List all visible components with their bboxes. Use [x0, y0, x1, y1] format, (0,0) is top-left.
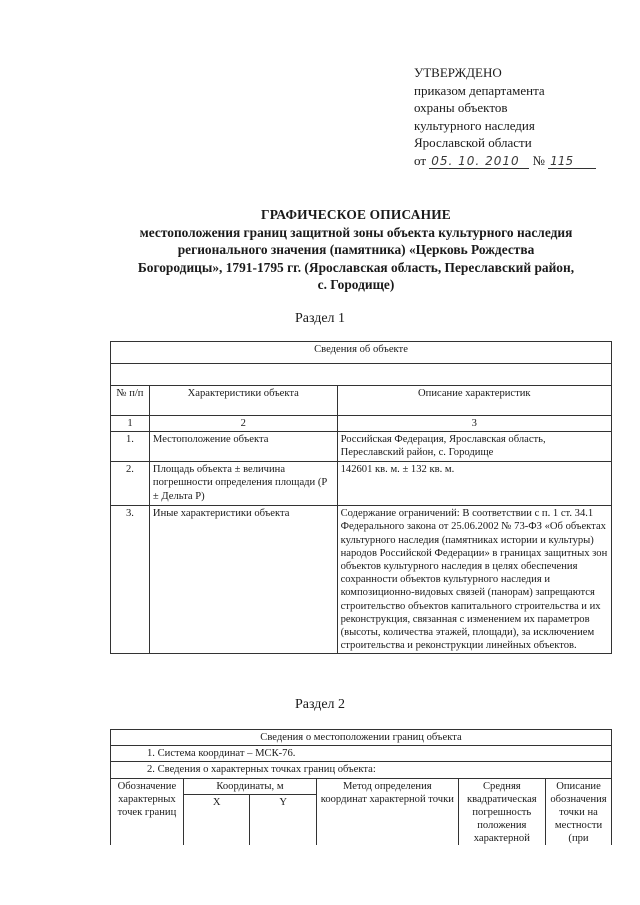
header-description: Описание характеристик: [337, 386, 611, 416]
header-designation: Обозначение характерных точек границ: [111, 778, 184, 845]
row-description: Российская Федерация, Ярославская область, Переславский район, с. Городище: [337, 432, 611, 462]
title-line: Богородицы», 1791-1795 гг. (Ярославская область, Переславский район,: [137, 259, 575, 275]
section-1-label: Раздел 1: [294, 311, 346, 326]
table-title: Сведения об объекте: [111, 342, 612, 364]
row-num: 1.: [111, 432, 150, 462]
row-characteristic: Иные характеристики объекта: [149, 506, 337, 654]
header-method: Метод определения координат характерной точки: [317, 778, 459, 845]
coordinate-system: 1. Система координат – МСК-76.: [111, 746, 612, 762]
title-line: с. Городище): [317, 277, 395, 293]
approval-heading: УТВЕРЖДЕНО: [414, 65, 502, 80]
title-line: регионального значения (памятника) «Церковь Рождества: [177, 242, 535, 258]
header-rms-error: Средняя квадратическая погрешность положения характерной: [458, 778, 545, 845]
row-num: 2.: [111, 462, 150, 506]
row-characteristic: Площадь объекта ± величина погрешности определения площади (Р ± Дельта Р): [149, 462, 337, 506]
row-characteristic: Местоположение объекта: [149, 432, 337, 462]
table-title: Сведения о местоположении границ объекта: [111, 730, 612, 746]
column-number: 3: [337, 416, 611, 432]
header-characteristics: Характеристики объекта: [149, 386, 337, 416]
approval-line: Ярославской области: [414, 135, 532, 150]
handwritten-date: 05. 10. 2010: [429, 155, 529, 169]
header-num: № п/п: [111, 386, 150, 416]
boundary-info-table: [110, 729, 612, 845]
header-y: Y: [250, 794, 317, 845]
points-info-label: 2. Сведения о характерных точках границ объекта:: [111, 762, 612, 778]
approval-line: культурного наследия: [414, 117, 535, 133]
row-num: 3.: [111, 506, 150, 654]
header-coordinates: Координаты, м: [183, 778, 316, 794]
approval-line: приказом департамента: [414, 82, 545, 98]
number-prefix: №: [532, 152, 545, 168]
section-2-label: Раздел 2: [294, 697, 346, 712]
approval-line: охраны объектов: [414, 100, 508, 115]
title-line: местоположения границ защитной зоны объекта культурного наследия: [139, 224, 573, 240]
column-number: 2: [149, 416, 337, 432]
row-description: 142601 кв. м. ± 132 кв. м.: [337, 462, 611, 506]
date-prefix: от: [414, 152, 427, 168]
column-number: 1: [111, 416, 150, 432]
row-description: Содержание ограничений: В соответствии с п. 1 ст. 34.1 Федерального закона от 25.06.2002 № 73-ФЗ «Об объектах культурного наследия (памятниках истории и культуры) народов Российской Федерации» в границах защитных зон объектов культурного наследия в целях обеспечения сохранности объектов культурного наследия и композиционно-видовых связей (панорам) запрещаются строительство объектов капитального строительства и их реконструкция, связанная с изменением их параметров (высоты, количества этажей, площади), за исключением строительства и реконструкции линейных объектов.: [337, 506, 611, 654]
handwritten-number: 115: [548, 155, 596, 169]
header-x: X: [183, 794, 250, 845]
title-heading: ГРАФИЧЕСКОЕ ОПИСАНИЕ: [261, 207, 451, 222]
header-point-description: Описание обозначения точки на местности (при: [546, 778, 612, 845]
